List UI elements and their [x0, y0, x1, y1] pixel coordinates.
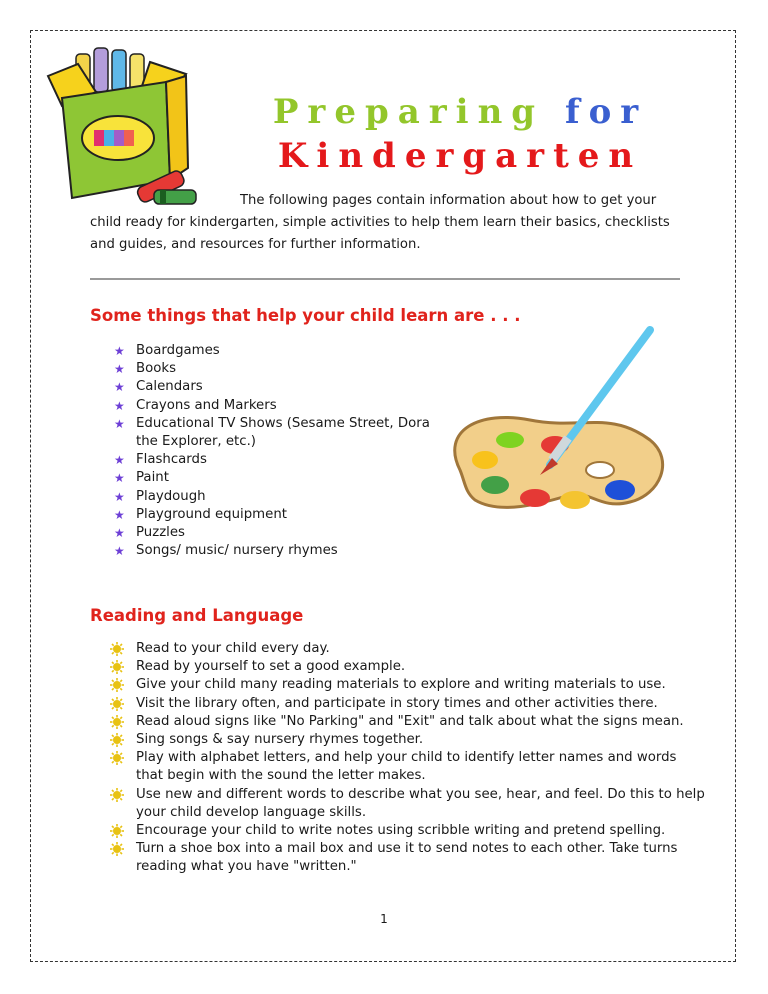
paint-palette-illustration	[440, 320, 670, 520]
star-bullet-icon: ★	[114, 544, 125, 559]
title-word-for: for	[564, 92, 648, 132]
sun-bullet-icon	[110, 642, 124, 656]
page-title	[230, 90, 690, 178]
star-bullet-icon: ★	[114, 453, 125, 468]
list-item: Encourage your child to write notes using scribble writing and pretend spelling.	[106, 822, 706, 840]
title-word-kindergarten: Kindergarten	[277, 136, 643, 176]
title-word-preparing: Preparing	[272, 92, 545, 132]
list-item: ★ Playground equipment	[114, 506, 454, 524]
sun-bullet-icon	[110, 824, 124, 838]
list-item: Sing songs & say nursery rhymes together.	[106, 731, 706, 749]
sun-bullet-icon	[110, 660, 124, 674]
list-item: ★ Flashcards	[114, 451, 454, 469]
list-item: Read aloud signs like "No Parking" and "Exit" and talk about what the signs mean.	[106, 713, 706, 731]
list-item: ★ Calendars	[114, 378, 454, 396]
sun-bullet-icon	[110, 733, 124, 747]
reading-heading: Reading and Language	[90, 606, 304, 625]
list-item: ★ Educational TV Shows (Sesame Street, Dora the Explorer, etc.)	[114, 415, 430, 450]
sun-bullet-icon	[110, 788, 124, 802]
star-bullet-icon: ★	[114, 344, 125, 358]
list-item: ★ Songs/ music/ nursery rhymes	[114, 542, 454, 560]
list-item: ★ Paint	[114, 469, 454, 487]
list-item: ★ Books	[114, 360, 454, 378]
list-item: Use new and different words to describe what you see, hear, and feel. Do this to help your child develop language skills.	[106, 786, 706, 822]
list-item: Turn a shoe box into a mail box and use it to send notes to each other. Take turns reading what you have "written."	[106, 840, 706, 876]
list-item: ★ Crayons and Markers	[114, 397, 454, 415]
section-divider	[90, 278, 680, 280]
star-bullet-icon: ★	[114, 362, 125, 377]
things-heading: Some things that help your child learn are . . .	[90, 306, 521, 325]
list-item: Visit the library often, and participate in story times and other activities there.	[106, 695, 706, 713]
sun-bullet-icon	[110, 751, 124, 765]
sun-bullet-icon	[110, 697, 124, 711]
star-bullet-icon: ★	[114, 489, 125, 504]
star-bullet-icon: ★	[114, 507, 125, 522]
list-item: ★ Boardgames	[114, 342, 454, 360]
reading-list	[106, 640, 706, 877]
crayon-box-illustration	[38, 40, 198, 210]
list-item: Give your child many reading materials to explore and writing materials to use.	[106, 676, 706, 694]
star-bullet-icon: ★	[114, 526, 125, 541]
star-bullet-icon: ★	[114, 398, 125, 413]
list-item: Read by yourself to set a good example.	[106, 658, 706, 676]
sun-bullet-icon	[110, 678, 124, 692]
things-list	[114, 342, 454, 560]
sun-bullet-icon	[110, 842, 124, 856]
star-bullet-icon: ★	[114, 380, 125, 395]
page-number: 1	[380, 912, 388, 926]
sun-bullet-icon	[110, 715, 124, 729]
list-item: ★ Puzzles	[114, 524, 454, 542]
star-bullet-icon: ★	[114, 416, 125, 431]
star-bullet-icon: ★	[114, 471, 125, 486]
intro-paragraph: The following pages contain information about how to get your child ready for kindergarten, simple activities to help them learn their basics, checklists and guides, and resources for further information.	[90, 193, 670, 252]
list-item: Read to your child every day.	[106, 640, 706, 658]
list-item: Play with alphabet letters, and help your child to identify letter names and words that begin with the sound the letter makes.	[106, 749, 706, 785]
list-item: ★ Playdough	[114, 488, 454, 506]
